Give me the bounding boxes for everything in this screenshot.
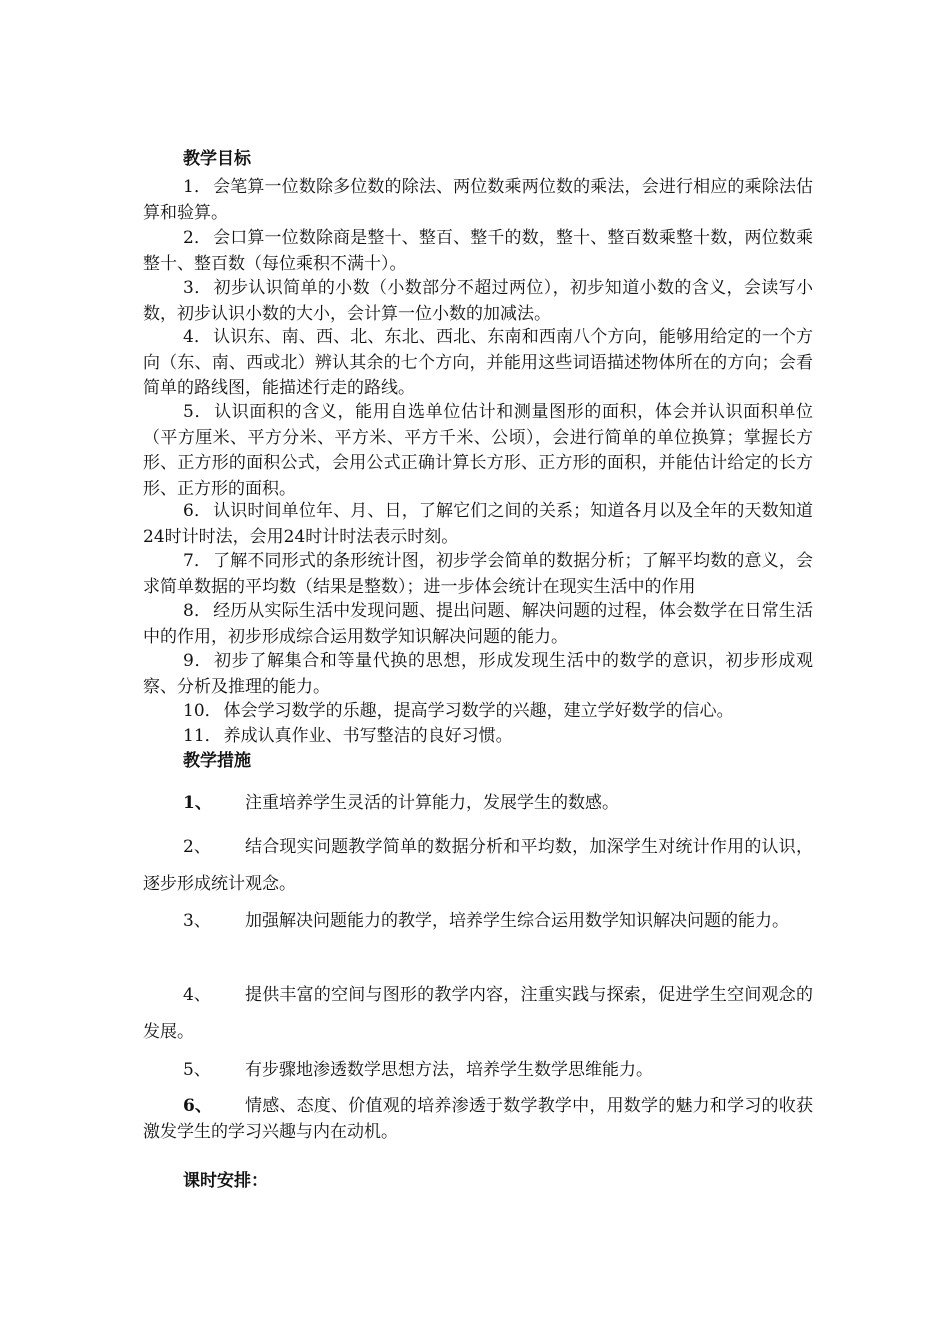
goal-text: 会口算一位数除商是整十、整百、整千的数，整十、整百数乘整十数，两位数乘整十、整百数（每位乘积不满十）。 [143,228,813,274]
goal-text: 认识时间单位年、月、日，了解它们之间的关系；知道各月以及全年的天数知道24时计时法，会用24时计时法表示时刻。 [143,501,813,547]
measure-text: 加强解决问题能力的教学，培养学生综合运用数学知识解决问题的能力。 [245,911,789,931]
goal-number: 7． [183,551,212,571]
measure-item-1 [143,785,813,822]
measure-item-3 [143,903,813,940]
measure-item-2 [143,829,813,903]
goal-number: 9． [183,651,213,671]
goal-item-10 [143,699,813,725]
measure-number: 2、 [183,837,211,857]
goal-text: 初步了解集合和等量代换的思想，形成发现生活中的数学的意识，初步形成观察、分析及推理的能力。 [143,651,813,697]
measure-text: 结合现实问题教学简单的数据分析和平均数，加深学生对统计作用的认识，逐步形成统计观念。 [143,837,813,894]
goal-item-7 [143,549,813,600]
goal-text: 初步认识简单的小数（小数部分不超过两位），初步知道小数的含义，会读写小数，初步认识小数的大小，会计算一位小数的加减法。 [143,278,813,324]
goal-text: 经历从实际生活中发现问题、提出问题、解决问题的过程，体会数学在日常生活中的作用，初步形成综合运用数学知识解决问题的能力。 [143,601,813,647]
goal-item-2 [143,226,813,277]
goal-item-3 [143,276,813,327]
goal-number: 2． [183,228,212,248]
goal-item-6 [143,499,813,550]
goal-text: 会笔算一位数除多位数的除法、两位数乘两位数的乘法，会进行相应的乘除法估算和验算。 [143,177,813,223]
goal-number: 8． [183,601,212,621]
measure-text: 注重培养学生灵活的计算能力，发展学生的数感。 [245,793,619,813]
schedule-heading: 课时安排： [183,1171,268,1191]
goal-item-5 [143,400,813,502]
goal-number: 1． [183,177,212,197]
goal-number: 11． [183,726,222,746]
goals-heading: 教学目标 [183,149,251,169]
measure-number: 1、 [183,793,212,813]
goal-text: 养成认真作业、书写整洁的良好习惯。 [223,726,513,746]
measure-number: 6、 [183,1096,212,1116]
goal-item-4 [143,325,813,402]
goal-item-1 [143,175,813,226]
measure-number: 5、 [183,1060,211,1080]
goal-number: 5． [183,402,213,422]
goal-item-8 [143,599,813,650]
measure-item-5 [143,1052,813,1089]
measure-text: 情感、态度、价值观的培养渗透于数学教学中，用数学的魅力和学习的收获激发学生的学习兴趣与内在动机。 [143,1096,813,1142]
goal-item-11 [143,724,813,750]
measure-item-4 [143,977,813,1051]
goal-text: 体会学习数学的乐趣，提高学习数学的兴趣，建立学好数学的信心。 [223,701,734,721]
measure-number: 4、 [183,985,211,1005]
goal-text: 了解不同形式的条形统计图，初步学会简单的数据分析；了解平均数的意义，会求简单数据的平均数（结果是整数）；进一步体会统计在现实生活中的作用 [143,551,813,597]
goal-item-9 [143,649,813,700]
goal-number: 3． [183,278,212,298]
measure-number: 3、 [183,911,211,931]
goal-text: 认识东、南、西、北、东北、西北、东南和西南八个方向，能够用给定的一个方向（东、南、西或北）辨认其余的七个方向，并能用这些词语描述物体所在的方向；会看简单的路线图，能描述行走的路线。 [143,327,813,398]
goal-number: 6． [183,501,212,521]
measure-text: 有步骤地渗透数学思想方法，培养学生数学思维能力。 [245,1060,653,1080]
goal-number: 4． [183,327,212,347]
goal-text: 认识面积的含义，能用自选单位估计和测量图形的面积，体会并认识面积单位（平方厘米、平方分米、平方米、平方千米、公顷），会进行简单的单位换算；掌握长方形、正方形的面积公式，会用公式正确计算长方形、正方形的面积，并能估计给定的长方形、正方形的面积。 [143,402,813,499]
measure-text: 提供丰富的空间与图形的教学内容，注重实践与探索，促进学生空间观念的发展。 [143,985,813,1042]
measure-item-6 [143,1094,813,1145]
measures-heading: 教学措施 [183,751,251,771]
goal-number: 10． [183,701,222,721]
